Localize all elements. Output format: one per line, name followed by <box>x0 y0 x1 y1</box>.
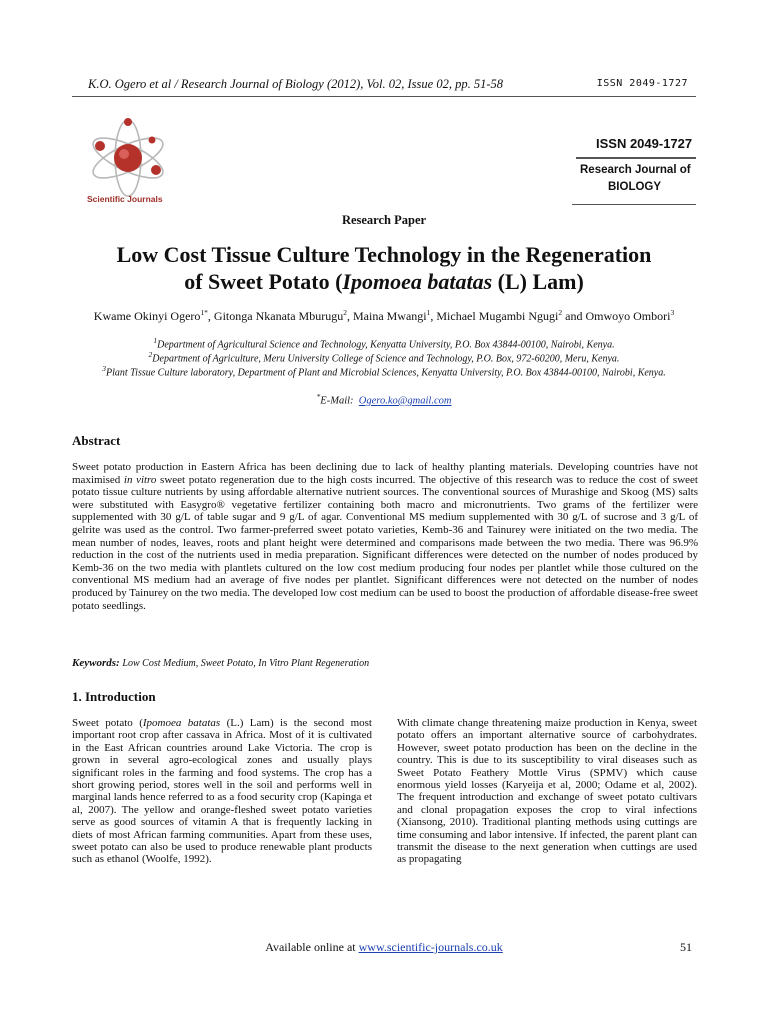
abstract-italic-term: in vitro <box>123 473 157 486</box>
page-footer <box>0 940 768 955</box>
abstract-text-1: Sweet potato production in Eastern Africa has been declining due to lack of healthy planting materials. Developing countries have not maximised <box>72 461 698 486</box>
paper-type: Research Paper <box>341 213 427 227</box>
abstract-text-2: sweet potato regeneration due to the high costs incurred. The objective of this research was to reduce the cost of sweet potato tissue culture nutrients by using affordable alternative nutrient sources. The conventional sources of Murashige and Skoog (MS) salts were substituted with Easygro® vegetative fertilizer containing both macro and micronutrients. Two grams of the fertilizer were supplemented with 30 g/L of table sugar and 9 g/L of agar. Conventional MS medium supplemented with 30 g/L of sucrose and 3 g/L of gelrite was used as the control. Two farmer-preferred sweet potato varieties, Kemb-36 and Tainurey were initiated on the two media. The mean number of nodes, leaves, roots and plant height were determined and comparisons made between the two media. There was 96.9% reduction in the cost of the nutrients used in media preparation. Significant differences were detected on the number of nodes produced by Kemb-36 on the two media with plantlets cultured on the low cost medium producing four nodes per plantlet while those cultured on the conventional MS medium had an average of five nodes per plantlet. Significant differences were not detected on the number of nodes produced by Tainurey on the two media. The developed low cost medium can be used to boost the production of affordable disease-free sweet potato seedlings. <box>72 473 698 612</box>
logo-caption: Scientific Journals <box>87 194 163 204</box>
journal-masthead <box>572 132 696 208</box>
footer-prefix: Available online at <box>265 940 359 954</box>
masthead-journal-name: Research Journal of <box>580 164 691 176</box>
email-link[interactable]: Ogero.ko@gmail.com <box>358 395 452 407</box>
masthead-subject: BIOLOGY <box>608 181 662 193</box>
masthead-issn: ISSN 2049-1727 <box>596 136 693 151</box>
introduction-column-left <box>72 717 372 866</box>
author-name: Gitonga Nkanata Mburugu <box>213 309 344 323</box>
paper-title <box>60 241 708 295</box>
affiliation-text: Department of Agriculture, Meru University College of Science and Technology, P.O. Box, 972-60200, Meru, Kenya. <box>152 353 620 365</box>
author-affiliation-mark: 2 <box>343 308 347 317</box>
author-affiliation-mark: 1 <box>426 308 431 317</box>
author-name: Michael Mugambi Ngugi <box>436 309 559 323</box>
author-name: Maina Mwangi <box>352 309 427 323</box>
email-mark: * <box>316 392 321 401</box>
affiliation-text: Plant Tissue Culture laboratory, Department of Plant and Microbial Sciences, Kenyatta University, P.O. Box 43844-00100, Nairobi, Kenya. <box>105 367 666 379</box>
author-separator: , <box>430 309 437 323</box>
title-line-2-prefix: of Sweet Potato ( <box>184 269 343 294</box>
footer-website-link[interactable]: www.scientific-journals.co.uk <box>358 940 503 954</box>
keywords-list: Low Cost Medium, Sweet Potato, In Vitro Plant Regeneration <box>122 658 370 669</box>
keywords <box>72 657 698 669</box>
introduction-heading: 1. Introduction <box>72 689 156 704</box>
author-affiliation-mark: 2 <box>558 308 563 317</box>
masthead-rule-top <box>576 157 696 159</box>
author-name: Omwoyo Ombori <box>585 309 671 323</box>
introduction-column-right: With climate change threatening maize production in Kenya, sweet potato offers an important alternative source of carbohydrates. However, sweet potato production has been on the decline in the country. This is due to its susceptibility to viral diseases such as Sweet Potato Feathery Mottle Virus (SPMV) which cause enormous yield losses (Karyeija et al, 2000; Odame et al, 2002). The frequent introduction and exchange of sweet potato cultivars and clonal propagation exposes the crop to viral infections (Xiansong, 2010). Traditional planting methods using cuttings are time consuming and labor intensive. If infected, the parent plant can transmit the disease to the next generation when cuttings are used as propagating <box>397 717 697 866</box>
abstract-heading: Abstract <box>72 433 121 448</box>
intro-left-prefix: Sweet potato ( <box>72 717 143 729</box>
intro-left-body: (L.) Lam) is the second most important root crop after cassava in Africa. Most of it is cultivated in the East African countries around Lake Victoria. The crop is grown in several agro-ecological zones and usually plays significant roles in the farming and food systems. The crop has a short growing period, stores well in the soil and performs well in marginal lands hence referred to as a food security crop (Kapinga et al, 2007). The yellow and orange-fleshed sweet potato varieties serve as good sources of vitamin A that is frequently lacking in diets of most African farming communities. Apart from these uses, sweet potato can also be used to produce renewable plant products such as ethanol (Woolfe, 1992). <box>72 717 372 866</box>
title-line-1: Low Cost Tissue Culture Technology in the Regeneration <box>116 242 652 267</box>
title-species-name: Ipomoea batatas <box>342 269 493 294</box>
affiliation <box>70 362 698 379</box>
title-line-2-suffix: (L) Lam) <box>492 269 584 294</box>
page-number: 51 <box>680 940 692 954</box>
keywords-label: Keywords: <box>72 657 120 669</box>
affiliation-mark: 1 <box>153 336 158 345</box>
email-label: E-Mail: <box>320 395 354 407</box>
author-separator: , <box>207 309 214 323</box>
affiliation-text: Department of Agricultural Science and Technology, Kenyatta University, P.O. Box 43844-00100, Nairobi, Kenya. <box>157 339 615 351</box>
affiliation-mark: 2 <box>148 350 153 359</box>
header-rule <box>72 96 696 97</box>
running-header-issn: ISSN 2049-1727 <box>596 78 688 89</box>
author-name: Kwame Okinyi Ogero <box>93 309 201 323</box>
author-separator: , <box>346 309 353 323</box>
author-affiliation-mark: 3 <box>670 308 675 317</box>
author-list <box>60 308 708 324</box>
author-affiliation-mark: 1* <box>200 308 208 317</box>
corresponding-email <box>0 392 768 407</box>
author-separator: and <box>562 309 586 323</box>
running-header <box>88 77 688 95</box>
masthead-rule-bottom <box>572 204 696 205</box>
affiliation-mark: 3 <box>102 364 106 373</box>
abstract-body <box>72 461 698 612</box>
running-header-citation: K.O. Ogero et al / Research Journal of Biology (2012), Vol. 02, Issue 02, pp. 51-58 <box>88 77 503 91</box>
intro-species-name: Ipomoea batatas <box>142 717 221 729</box>
